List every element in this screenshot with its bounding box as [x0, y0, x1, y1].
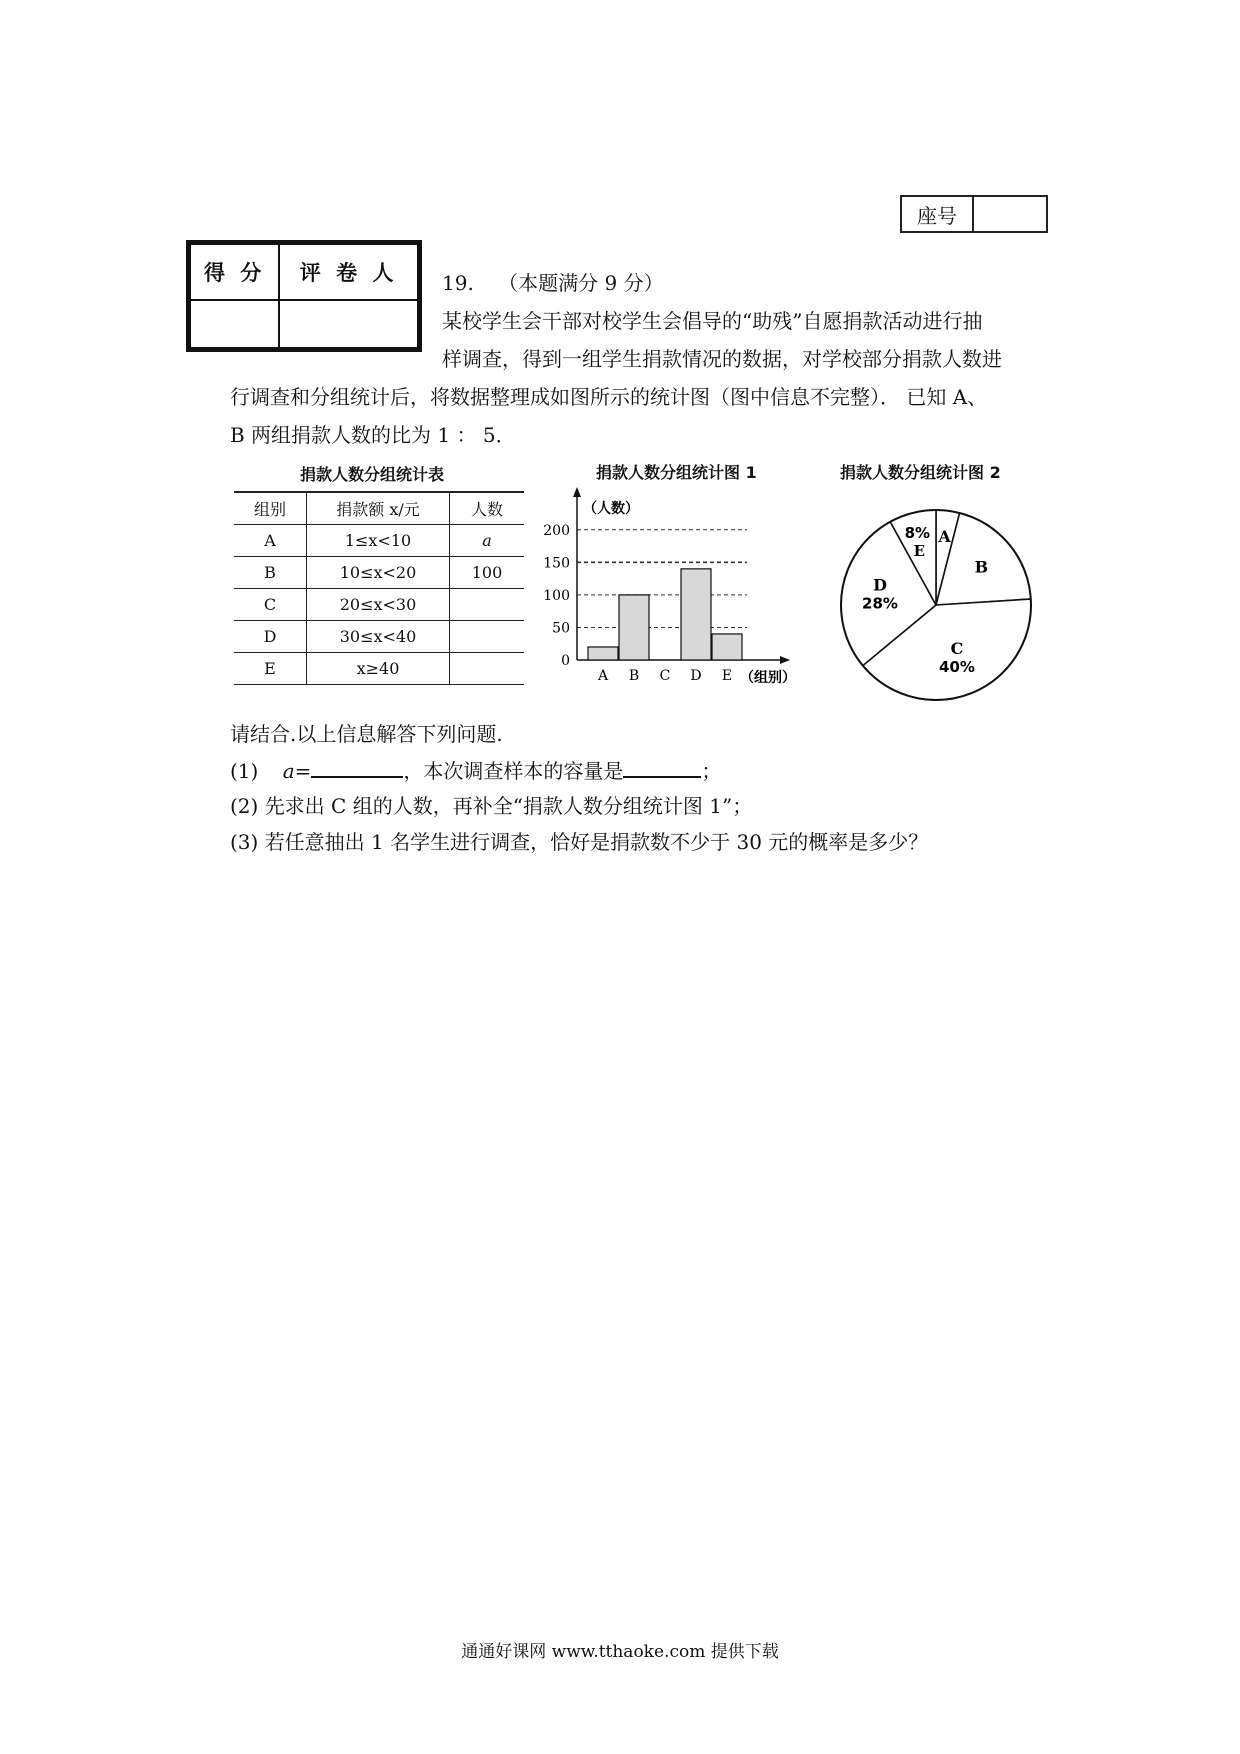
- pie-slice-label: A: [938, 527, 951, 547]
- grader-label: 评 卷 人: [279, 244, 418, 300]
- table-header: 组别: [234, 492, 307, 525]
- question-number: 19.: [442, 271, 474, 295]
- table-cell: D: [234, 621, 307, 653]
- pie-pct-label: 28%: [862, 594, 898, 613]
- pie-slice-label: B: [974, 557, 989, 577]
- bar-A: [588, 647, 618, 660]
- table-row: [234, 653, 524, 685]
- question-points: （本题满分 9 分）: [498, 271, 664, 295]
- pie-slice-label: E: [913, 541, 926, 560]
- answer-blank-sample-size[interactable]: [623, 754, 701, 778]
- x-tick-label: E: [721, 668, 733, 684]
- table-cell: C: [234, 589, 307, 621]
- subq-2: (2) 先求出 C 组的人数，再补全“捐款人数分组统计图 1”；: [230, 794, 753, 818]
- table-header-row: [234, 492, 524, 525]
- question-header: [442, 264, 664, 302]
- pie-slice-label: D: [873, 575, 887, 595]
- grader-cell[interactable]: [279, 300, 418, 348]
- x-tick-label: B: [628, 668, 640, 684]
- table-cell: E: [234, 653, 307, 685]
- score-box: [186, 240, 422, 352]
- y-tick-label: 100: [543, 587, 570, 604]
- seat-label: 座号: [902, 197, 974, 231]
- table-cell: 100: [450, 557, 525, 589]
- donation-table: [234, 491, 524, 685]
- bar-chart: [540, 485, 830, 685]
- bar-D: [681, 569, 711, 660]
- seat-number-box: [900, 195, 1048, 233]
- y-tick-label: 50: [552, 620, 570, 637]
- x-axis-label: （组别）: [740, 670, 796, 685]
- pie-chart: [836, 505, 1036, 705]
- question-line-4: B 两组捐款人数的比为 1 ： 5．: [230, 423, 516, 447]
- subq-1-number: (1): [230, 759, 259, 783]
- table-cell: 30≤x<40: [307, 621, 450, 653]
- table-cell: a: [450, 525, 525, 557]
- x-tick-label: D: [690, 668, 702, 684]
- score-label: 得 分: [190, 244, 279, 300]
- table-cell: 10≤x<20: [307, 557, 450, 589]
- table-cell: [450, 589, 525, 621]
- y-axis-arrow: [573, 487, 581, 497]
- table-header: 人数: [450, 492, 525, 525]
- table-row: [234, 621, 524, 653]
- seat-value-cell[interactable]: [974, 197, 1046, 231]
- subq-1-mid: ，本次调查样本的容量是: [403, 759, 624, 783]
- answer-blank-a[interactable]: [311, 754, 403, 778]
- table-row: [234, 525, 524, 557]
- x-axis-arrow: [780, 656, 790, 664]
- table-cell: B: [234, 557, 307, 589]
- table-cell: 20≤x<30: [307, 589, 450, 621]
- table-row: [234, 557, 524, 589]
- table-cell: A: [234, 525, 307, 557]
- table-row: [234, 589, 524, 621]
- table-cell: [450, 621, 525, 653]
- bar-chart-title: 捐款人数分组统计图 1: [596, 463, 757, 482]
- footer: 通通好课网 www.tthaoke.com 提供下载: [461, 1642, 779, 1662]
- y-axis-label: （人数）: [583, 501, 639, 517]
- x-tick-label: A: [597, 668, 609, 684]
- question-line-1: 某校学生会干部对校学生会倡导的“助残”自愿捐款活动进行抽: [442, 309, 983, 333]
- bar-B: [619, 595, 649, 660]
- subq-1: [230, 754, 721, 784]
- y-tick-label: 0: [561, 653, 570, 669]
- pie-chart-title: 捐款人数分组统计图 2: [840, 463, 1001, 482]
- score-cell[interactable]: [190, 300, 279, 348]
- pie-slice-label: C: [950, 638, 964, 658]
- pie-pct-label: 40%: [939, 657, 975, 676]
- subq-3: (3) 若任意抽出 1 名学生进行调查，恰好是捐款数不少于 30 元的概率是多少？: [230, 830, 929, 854]
- bar-E: [712, 634, 742, 660]
- intro-line: 请结合.以上信息解答下列问题.: [230, 722, 503, 746]
- table-header: 捐款额 x/元: [307, 492, 450, 525]
- table-title: 捐款人数分组统计表: [300, 465, 445, 484]
- question-line-2: 样调查，得到一组学生捐款情况的数据，对学校部分捐款人数进: [442, 347, 1002, 371]
- x-tick-label: C: [659, 668, 671, 684]
- pie-pct-label: 8%: [904, 523, 931, 542]
- question-line-3: 行调查和分组统计后，将数据整理成如图所示的统计图（图中信息不完整）． 已知 A、: [230, 385, 988, 409]
- subq-1-a: a=: [282, 759, 312, 783]
- subq-1-end: ；: [701, 759, 722, 783]
- y-tick-label: 150: [543, 555, 570, 572]
- table-cell: x≥40: [307, 653, 450, 685]
- table-cell: [450, 653, 525, 685]
- table-cell: 1≤x<10: [307, 525, 450, 557]
- y-tick-label: 200: [543, 522, 570, 539]
